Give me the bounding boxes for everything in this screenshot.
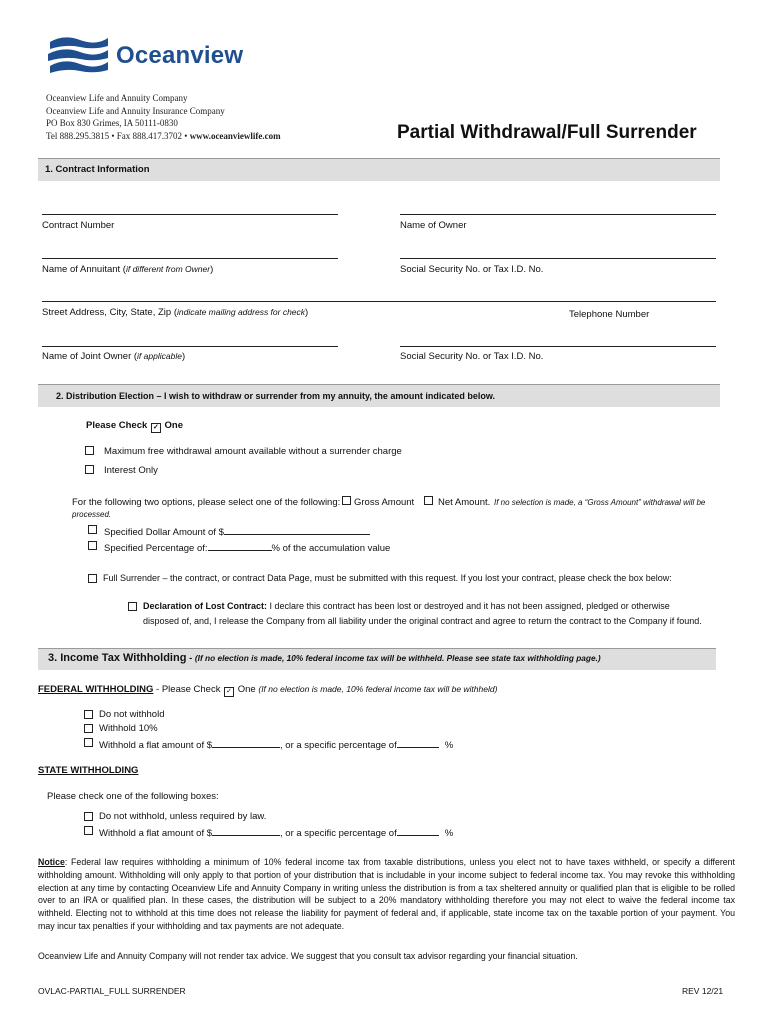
checkmark-icon: ✓ [224, 687, 234, 697]
tax-advice-disclaimer: Oceanview Life and Annuity Company will not render tax advice. We suggest that you consult tax advisor regarding your financial situation. [38, 951, 578, 961]
max-free-withdrawal-label: Maximum free withdrawal amount available without a surrender charge [104, 446, 402, 457]
section-1-header [38, 158, 720, 181]
bullet-icon: • [111, 130, 117, 141]
ssn-field-2[interactable] [400, 346, 716, 347]
joint-owner-field[interactable] [42, 346, 338, 347]
fed-flat-amount-checkbox[interactable] [84, 738, 93, 747]
checkmark-icon: ✓ [151, 423, 161, 433]
company-po-box: PO Box 830 Grimes, IA 50111-0830 [46, 118, 178, 128]
wave-logo-icon [46, 34, 110, 80]
please-check-one-label: Please Check ✓ One [86, 420, 184, 431]
lost-contract-checkbox[interactable] [128, 602, 137, 611]
joint-owner-label: Name of Joint Owner (if applicable) [42, 351, 186, 362]
street-address-field[interactable] [42, 301, 716, 302]
contract-number-field[interactable] [42, 214, 338, 215]
fed-do-not-withhold-checkbox[interactable] [84, 710, 93, 719]
specified-dollar-checkbox[interactable] [88, 525, 97, 534]
state-instruction: Please check one of the following boxes: [47, 791, 219, 802]
state-flat-amount-checkbox[interactable] [84, 826, 93, 835]
annuitant-name-field[interactable] [42, 258, 338, 259]
tax-notice: Notice: Federal law requires withholding a minimum of 10% federal income tax from taxable distributions, unless you elect not to have taxes withheld, or specify a different withholding amount. Withholding will only apply to that portion of your distribution that is includable in your income subject to federal income tax. You may revoke this withholding election at any time by contacting Oceanview Life and Annuity Company in writing unless the distribution is from a tax sheltered annuity or qualified plan that is eligible to be rolled over to an IRA or qualified plan. In these cases, the distribution will be subject to a 20% mandatory withholding therefore you may not elect to waive the federal income tax withheld. Electing not to withhold at this time does not release the liability for payment of federal and, if applicable, state income tax on the taxable portion of your payment. You may incur tax penalties if your withholding and tax payments are not adequate. [38, 857, 735, 931]
company-name-1: Oceanview Life and Annuity Company [46, 93, 188, 103]
net-amount-label: Net Amount. [438, 497, 491, 508]
ssn-field-1[interactable] [400, 258, 716, 259]
net-amount-checkbox[interactable] [424, 496, 433, 505]
section-3-header [38, 648, 716, 670]
owner-name-field[interactable] [400, 214, 716, 215]
dollar-amount-input[interactable] [224, 524, 370, 535]
revision: REV 12/21 [682, 986, 724, 996]
max-free-withdrawal-checkbox[interactable] [85, 446, 94, 455]
fed-flat-amount-label: Withhold a flat amount of $ , or a specific percentage of % [99, 737, 453, 751]
state-do-not-withhold-checkbox[interactable] [84, 812, 93, 821]
section-2-title: 2. Distribution Election – I wish to withdraw or surrender from my annuity, the amount indicated below. [56, 391, 496, 401]
specified-percentage-checkbox[interactable] [88, 541, 97, 550]
bullet-icon: • [184, 130, 190, 141]
annuitant-name-label: Name of Annuitant (if different from Owner) [42, 264, 214, 275]
gross-amount-checkbox[interactable] [342, 496, 351, 505]
form-id: OVLAC-PARTIAL_FULL SURRENDER [38, 986, 186, 996]
telephone-label: Telephone Number [569, 309, 650, 320]
company-website: www.oceanviewlife.com [189, 130, 281, 141]
fed-withhold-10-checkbox[interactable] [84, 724, 93, 733]
ssn-label-1: Social Security No. or Tax I.D. No. [400, 264, 544, 275]
full-surrender-label: Full Surrender – the contract, or contract Data Page, must be submitted with this request. If you lost your contract, please check the box below: [103, 573, 672, 583]
fed-percentage-input[interactable] [397, 737, 439, 748]
company-name-2: Oceanview Life and Annuity Insurance Company [46, 105, 225, 116]
full-surrender-checkbox[interactable] [88, 574, 97, 583]
state-do-not-withhold-label: Do not withhold, unless required by law. [99, 811, 267, 822]
no-selection-note: If no selection is made, a “Gross Amount” withdrawal will be [494, 498, 706, 507]
gross-amount-label: Gross Amount [354, 497, 415, 508]
contract-number-label: Contract Number [42, 220, 115, 231]
fed-flat-amount-input[interactable] [212, 737, 280, 748]
company-contact-line [46, 130, 281, 143]
specified-dollar-label: Specified Dollar Amount of $ [104, 524, 370, 538]
state-percentage-input[interactable] [397, 825, 439, 836]
ssn-label-2: Social Security No. or Tax I.D. No. [400, 351, 544, 362]
interest-only-label: Interest Only [104, 465, 158, 476]
company-logo [46, 34, 246, 80]
lost-contract-declaration: Declaration of Lost Contract: I declare this contract has been lost or destroyed and it has not been assigned, pledged or otherwise [143, 601, 670, 611]
state-flat-amount-input[interactable] [212, 825, 280, 836]
fed-do-not-withhold-label: Do not withhold [99, 709, 165, 720]
specified-percentage-label: Specified Percentage of: % of the accumulation value [104, 540, 390, 554]
percentage-input[interactable] [208, 540, 272, 551]
logo-wordmark: Oceanview [116, 42, 244, 69]
section-1-title: 1. Contract Information [45, 164, 150, 175]
no-selection-note-continued: processed. [72, 510, 112, 519]
owner-name-label: Name of Owner [400, 220, 467, 231]
federal-withholding-heading: FEDERAL WITHHOLDING - Please Check ✓ One (If no election is made, 10% federal income tax will be withheld) [38, 684, 498, 695]
section-2-header [38, 384, 720, 407]
street-address-label: Street Address, City, State, Zip (indicate mailing address for check) [42, 307, 309, 318]
lost-contract-declaration-continued: disposed of, and, I release the Company from all liability under the original contract and agree to return the contract to the Company if found. [143, 616, 702, 626]
fed-withhold-10-label: Withhold 10% [99, 723, 158, 734]
company-fax: Fax 888.417.3702 [116, 130, 183, 141]
interest-only-checkbox[interactable] [85, 465, 94, 474]
state-withholding-heading: STATE WITHHOLDING [38, 765, 139, 776]
state-flat-amount-label: Withhold a flat amount of $ , or a specific percentage of % [99, 825, 453, 839]
two-options-label: For the following two options, please select one of the following: [72, 497, 341, 508]
form-title: Partial Withdrawal/Full Surrender [397, 122, 697, 143]
company-tel: Tel 888.295.3815 [46, 130, 110, 141]
company-address-block [46, 92, 281, 142]
section-3-title: 3. Income Tax Withholding - (If no election is made, 10% federal income tax will be withheld. Please see state tax withholding page.) [48, 652, 601, 664]
